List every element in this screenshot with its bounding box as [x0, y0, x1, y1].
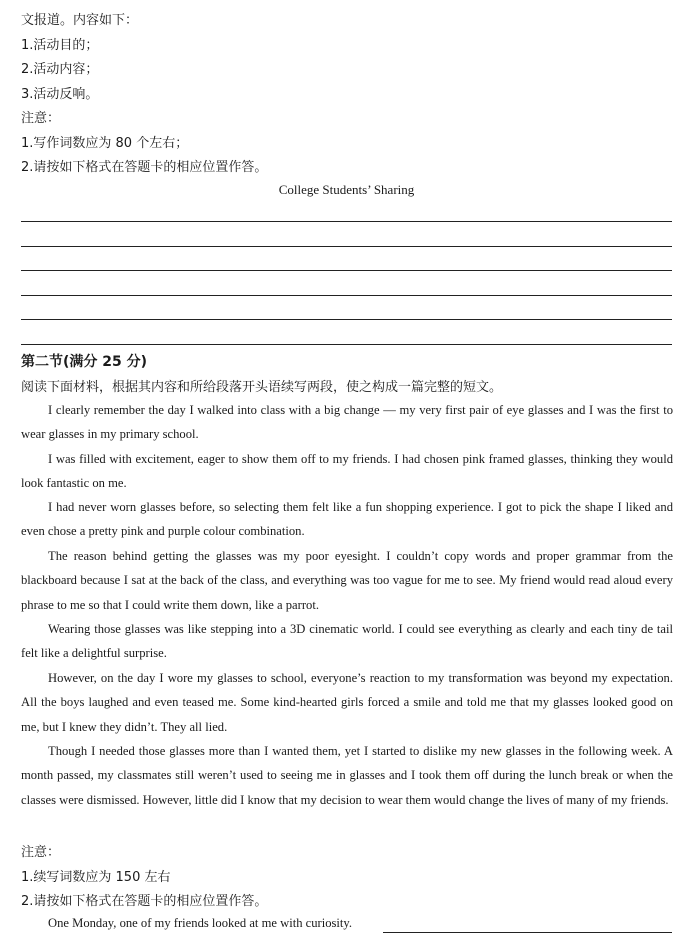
continuation-answer-line	[383, 932, 672, 933]
essay-title: College Students’ Sharing	[278, 182, 415, 197]
answer-line	[21, 270, 672, 271]
intro-text: 文报道。内容如下：	[21, 13, 139, 28]
content-item-2: 2.活动内容；	[21, 62, 99, 77]
note-1: 1.写作词数应为 80 个左右；	[21, 136, 189, 151]
note-label-2: 注意：	[21, 845, 61, 860]
content-item-1: 1.活动目的；	[21, 38, 99, 53]
answer-line	[21, 246, 672, 247]
answer-line	[21, 344, 672, 345]
paragraph-2: I was filled with excitement, eager to show them off to my friends. I had chosen pink framed glasses, thinking they would look fantastic on me.	[21, 452, 673, 491]
paragraph-1: I clearly remember the day I walked into class with a big change — my very first pair of eye glasses and I was the first to wear glasses in my primary school.	[21, 403, 673, 442]
section-instruction: 阅读下面材料，根据其内容和所给段落开头语续写两段，使之构成一篇完整的短文。	[21, 380, 503, 395]
content-item-3: 3.活动反响。	[21, 87, 99, 102]
paragraph-7: Though I needed those glasses more than I wanted them, yet I started to dislike my new glasses in the following week. A month passed, my classmates still weren’t used to seeing me in glasses and I took them off during the lunch break or when the classes were dismissed. However, little did I know that my decision to wear them would change the lives of many of my friends.	[21, 744, 673, 807]
answer-line	[21, 319, 672, 320]
paragraph-6: However, on the day I wore my glasses to school, everyone’s reaction to my transformation was beyond my expectation. All the boys laughed and even teased me. Some kind-hearted girls forced a smile and told me that my glasses looked good on me, but I knew they didn’t. They all lied.	[21, 671, 673, 734]
section-title: 第二节(满分 25 分)	[21, 354, 148, 370]
note-2: 2.请按如下格式在答题卡的相应位置作答。	[21, 160, 268, 175]
answer-line	[21, 221, 672, 222]
paragraph-4: The reason behind getting the glasses was my poor eyesight. I couldn’t copy words and proper grammar from the blackboard because I sat at the back of the class, and everything was too vague for me to see. My friend would read aloud every phrase to me so that I could write them down, like a parrot.	[21, 549, 673, 612]
paragraph-5: Wearing those glasses was like stepping into a 3D cinematic world. I could see everything as clearly and each tiny de tail felt like a delightful surprise.	[21, 622, 673, 661]
paragraph-3: I had never worn glasses before, so selecting them felt like a fun shopping experience. I got to pick the shape I liked and even chose a pretty pink and purple colour combination.	[21, 500, 673, 539]
continuation-start: One Monday, one of my friends looked at me with curiosity.	[48, 916, 353, 930]
continuation-note-1: 1.续写词数应为 150 左右	[21, 870, 171, 885]
answer-line	[21, 295, 672, 296]
continuation-note-2: 2.请按如下格式在答题卡的相应位置作答。	[21, 894, 268, 909]
note-label: 注意：	[21, 111, 61, 126]
